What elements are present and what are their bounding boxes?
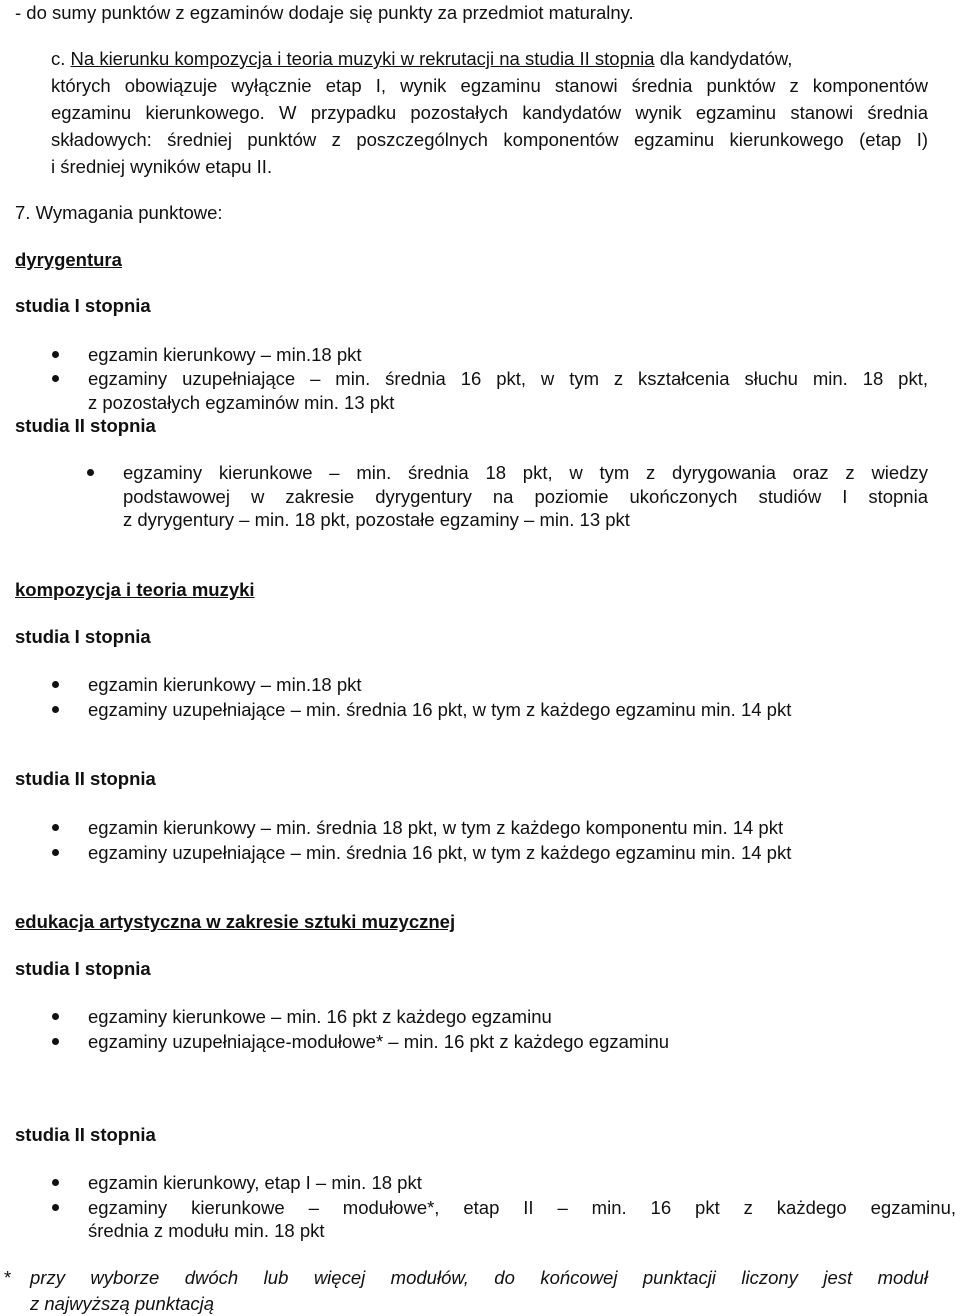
point-c-link[interactable]: Na kierunku kompozycja i teoria muzyki w rekrutacji na studia II stopnia	[70, 48, 655, 69]
point-c-line-2: których obowiązuje wyłącznie etap I, wynik egzaminu stanowi średnia punktów z komponentów	[51, 75, 928, 96]
point-c-prefix: c.	[51, 48, 66, 69]
section-7-title: 7. Wymagania punktowe:	[15, 202, 223, 223]
bullet-icon	[52, 1013, 59, 1020]
point-c-l1-rest: dla kandydatów,	[659, 48, 793, 69]
point-c-line-4: składowych: średniej punktów z poszczególnych komponentów egzaminu kierunkowego (etap I)	[51, 129, 928, 150]
kompozycja-title: kompozycja i teoria muzyki	[15, 579, 255, 600]
intro-line: - do sumy punktów z egzaminów dodaje się punkty za przedmiot maturalny.	[15, 2, 634, 23]
kompozycja-s1-item-1: egzamin kierunkowy – min.18 pkt	[88, 674, 362, 695]
edukacja-s1-heading: studia I stopnia	[15, 958, 151, 979]
kompozycja-s2-heading: studia II stopnia	[15, 768, 156, 789]
bullet-icon	[52, 824, 59, 831]
point-c-line-5: i średniej wyników etapu II.	[51, 156, 273, 177]
bullet-icon	[87, 469, 94, 476]
dyrygentura-s2-item-1-cont-2: z dyrygentury – min. 18 pkt, pozostałe egzaminy – min. 13 pkt	[123, 509, 630, 530]
dyrygentura-s1-item-1: egzamin kierunkowy – min.18 pkt	[88, 344, 362, 365]
bullet-icon	[52, 849, 59, 856]
bullet-icon	[52, 1179, 59, 1186]
bullet-icon	[52, 351, 59, 358]
bullet-icon	[52, 681, 59, 688]
edukacja-title: edukacja artystyczna w zakresie sztuki muzycznej	[15, 911, 456, 932]
point-c-line-1	[51, 48, 928, 70]
edukacja-s2-item-1: egzamin kierunkowy, etap I – min. 18 pkt	[88, 1172, 422, 1193]
edukacja-s2-item-2-cont: średnia z modułu min. 18 pkt	[88, 1220, 325, 1241]
footnote-mark: *	[4, 1267, 12, 1288]
point-c-line-3: egzaminu kierunkowego. W przypadku pozostałych kandydatów wynik egzaminu stanowi średnia	[51, 102, 928, 123]
bullet-icon	[52, 1038, 59, 1045]
kompozycja-s2-item-1: egzamin kierunkowy – min. średnia 18 pkt, w tym z każdego komponentu min. 14 pkt	[88, 817, 784, 838]
dyrygentura-s2-item-1-cont-1: podstawowej w zakresie dyrygentury na poziomie ukończonych studiów I stopnia	[123, 486, 928, 507]
dyrygentura-title: dyrygentura	[15, 249, 122, 270]
edukacja-s2-heading: studia II stopnia	[15, 1124, 156, 1145]
edukacja-s1-item-2: egzaminy uzupełniające-modułowe* – min. 16 pkt z każdego egzaminu	[88, 1031, 670, 1052]
dyrygentura-s1-item-2-cont: z pozostałych egzaminów min. 13 pkt	[88, 392, 395, 413]
dyrygentura-s2-heading: studia II stopnia	[15, 415, 156, 436]
bullet-icon	[52, 1204, 59, 1211]
footnote-line-2: z najwyższą punktacją	[30, 1293, 215, 1314]
edukacja-s1-item-1: egzaminy kierunkowe – min. 16 pkt z każdego egzaminu	[88, 1006, 552, 1027]
dyrygentura-s1-item-2: egzaminy uzupełniające – min. średnia 16 pkt, w tym z kształcenia słuchu min. 18 pkt,	[88, 368, 928, 389]
kompozycja-s2-item-2: egzaminy uzupełniające – min. średnia 16 pkt, w tym z każdego egzaminu min. 14 pkt	[88, 842, 792, 863]
edukacja-s2-item-2: egzaminy kierunkowe – modułowe*, etap II – min. 16 pkt z każdego egzaminu,	[88, 1197, 956, 1218]
kompozycja-s1-item-2: egzaminy uzupełniające – min. średnia 16 pkt, w tym z każdego egzaminu min. 14 pkt	[88, 699, 792, 720]
bullet-icon	[52, 375, 59, 382]
dyrygentura-s2-item-1: egzaminy kierunkowe – min. średnia 18 pkt, w tym z dyrygowania oraz z wiedzy	[123, 462, 928, 483]
bullet-icon	[52, 706, 59, 713]
kompozycja-s1-heading: studia I stopnia	[15, 626, 151, 647]
footnote-line-1: przy wyborze dwóch lub więcej modułów, do końcowej punktacji liczony jest moduł	[30, 1267, 928, 1288]
dyrygentura-s1-heading: studia I stopnia	[15, 295, 151, 316]
